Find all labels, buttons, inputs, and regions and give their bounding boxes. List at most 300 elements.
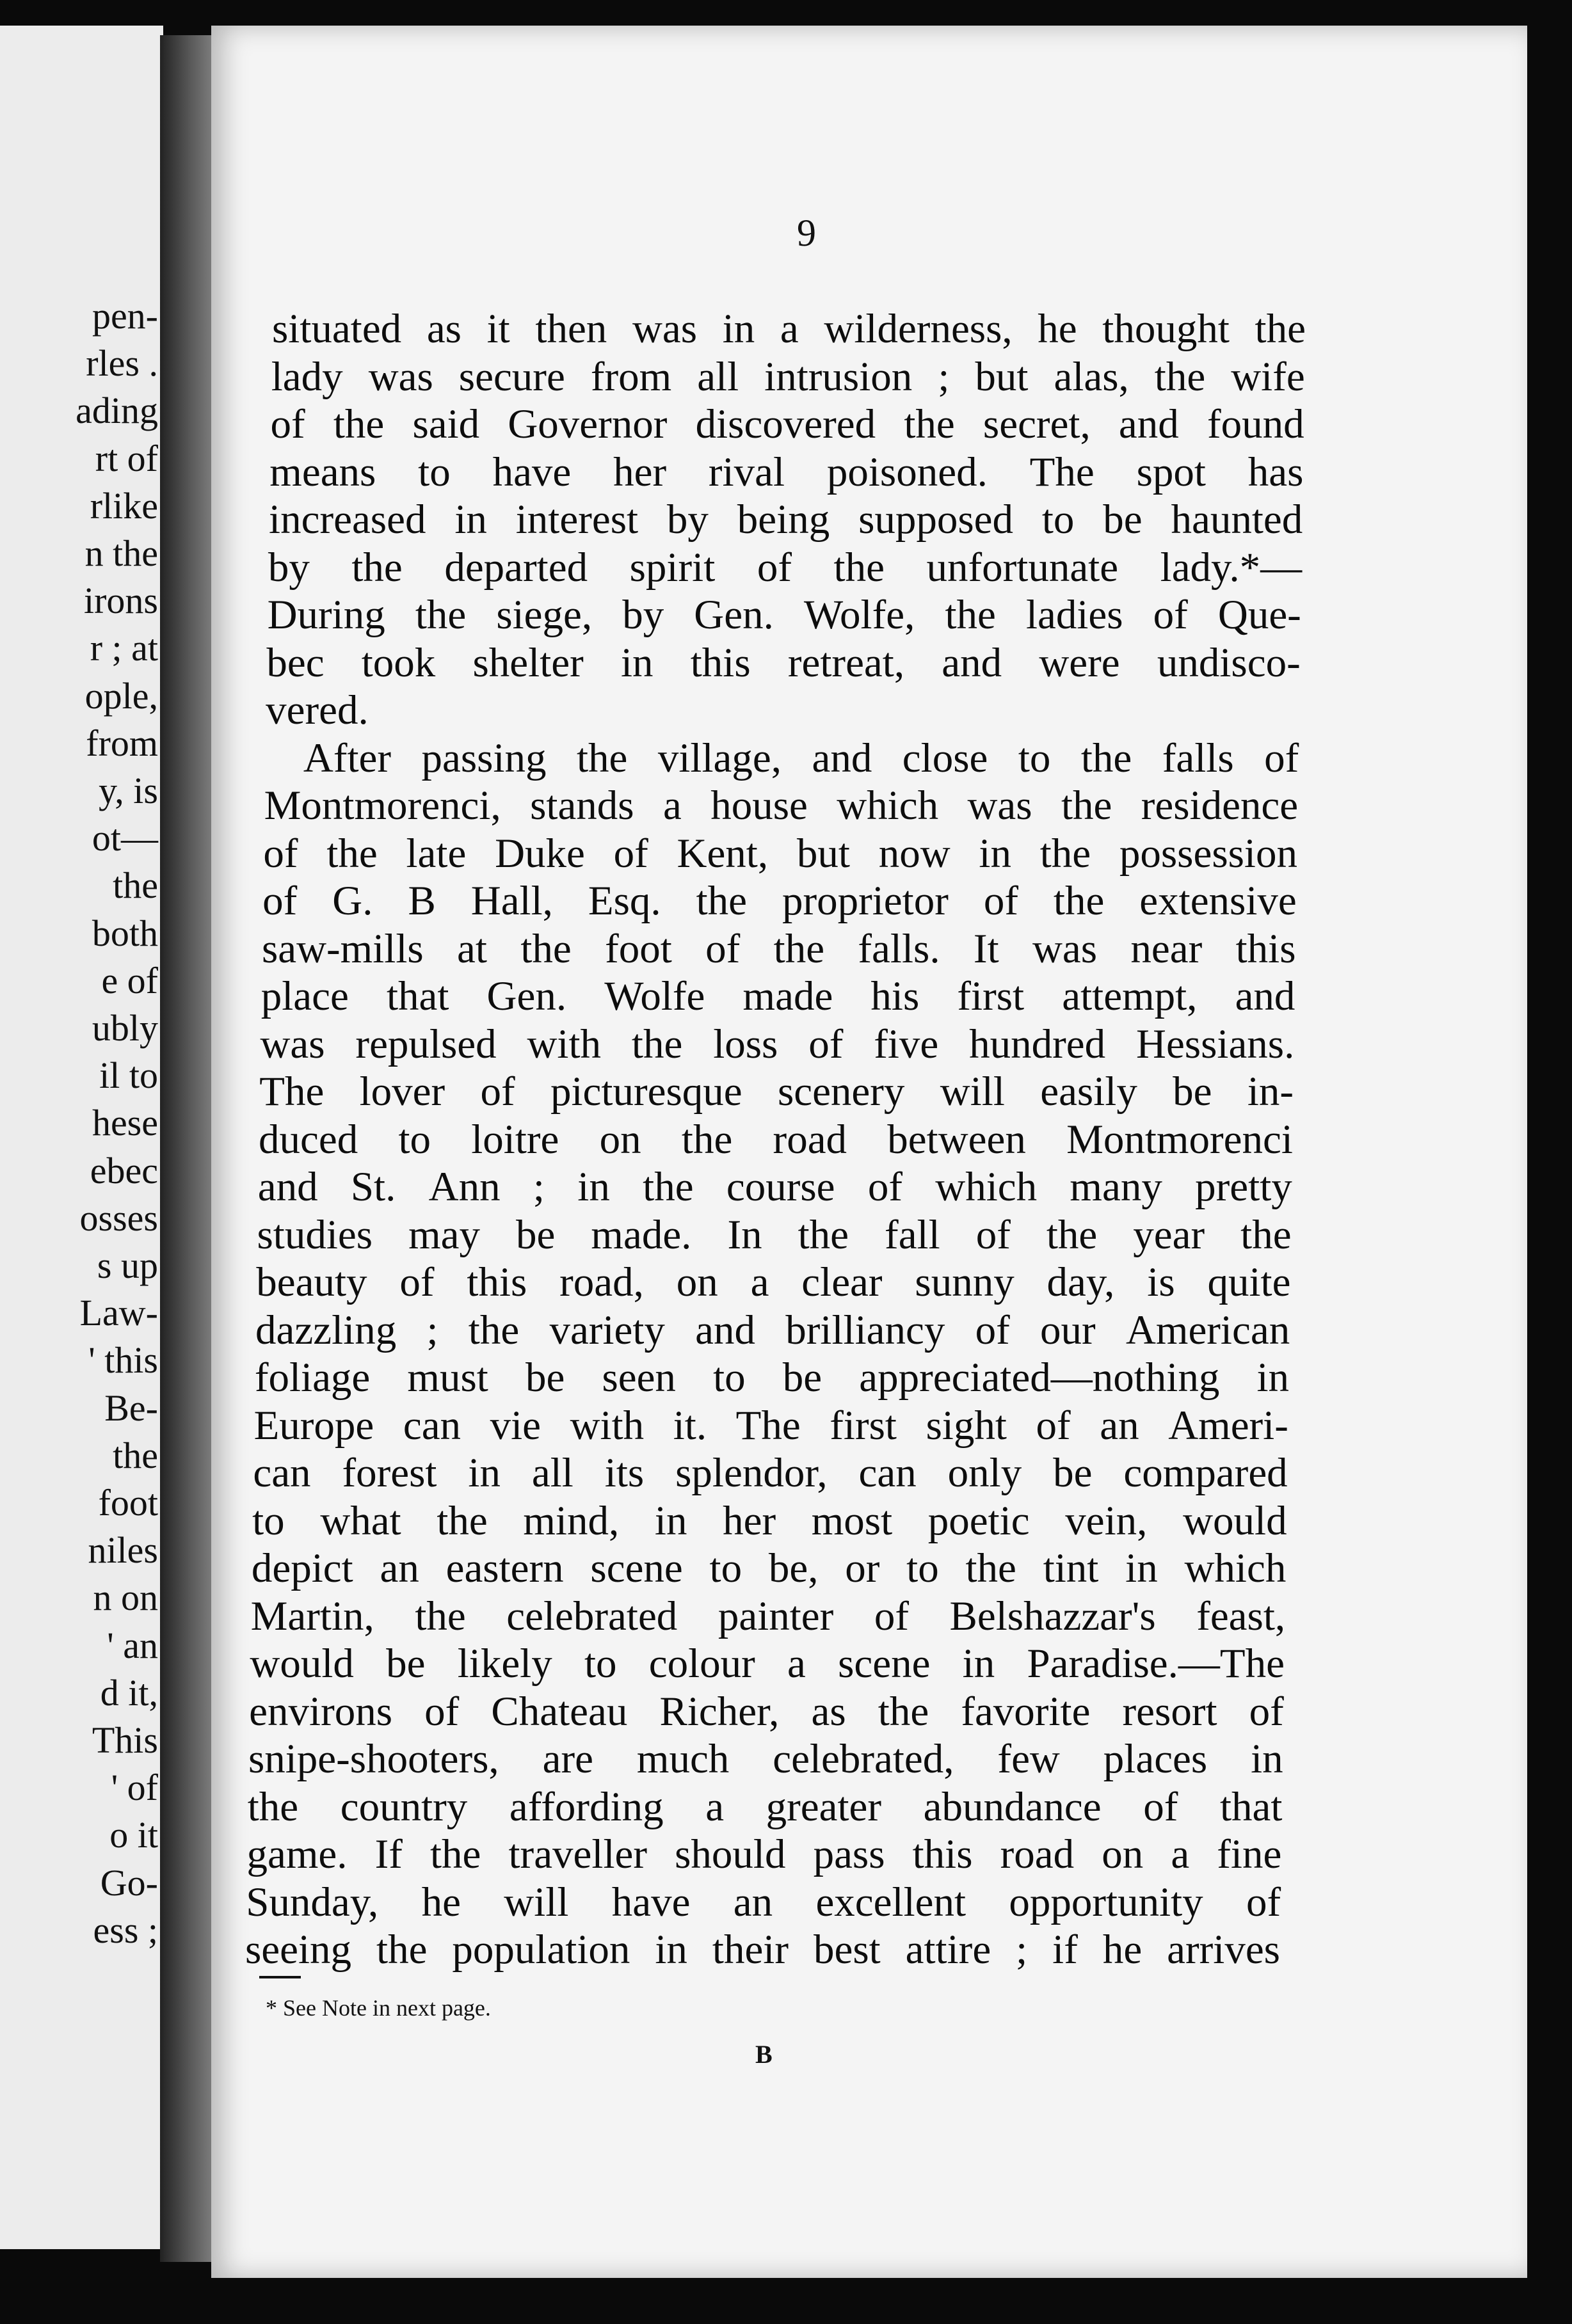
word: interest — [515, 497, 639, 543]
word: much — [636, 1736, 730, 1782]
word: abundance — [923, 1783, 1102, 1830]
text-line — [269, 499, 1303, 541]
word: to — [1041, 497, 1075, 543]
word: the — [773, 925, 825, 972]
word: the — [681, 1116, 733, 1163]
text-line — [259, 1116, 1293, 1163]
word: said — [412, 401, 480, 447]
word: will — [940, 1069, 1005, 1115]
word: secure — [458, 353, 565, 400]
text-line — [250, 1593, 1286, 1639]
word: near — [1130, 925, 1203, 972]
facing-page-fragment: ' an — [107, 1624, 158, 1666]
word: and — [1118, 401, 1179, 447]
word: the — [1061, 783, 1112, 829]
facing-page-fragment: Be- — [104, 1387, 158, 1429]
word: wilderness, — [824, 306, 1013, 352]
facing-page-fragment: the — [113, 864, 158, 907]
word: to — [418, 449, 451, 495]
word: and — [1235, 973, 1295, 1019]
word: Ameri- — [1168, 1402, 1288, 1449]
text-line — [261, 973, 1295, 1019]
word: B — [408, 878, 436, 924]
word: foliage — [254, 1355, 371, 1401]
page-number: 9 — [797, 212, 816, 254]
word: Sunday, — [246, 1879, 379, 1925]
word: Duke — [495, 830, 585, 877]
word: and — [812, 735, 872, 781]
word: in — [979, 830, 1011, 877]
word: its — [604, 1450, 645, 1496]
word: have — [492, 449, 572, 495]
facing-page-fragment: ' of — [111, 1767, 158, 1809]
word: loitre — [471, 1116, 559, 1163]
word: arrives — [1167, 1927, 1280, 1973]
word: the — [696, 878, 747, 924]
word: can — [858, 1450, 917, 1496]
signature-mark: B — [755, 2040, 773, 2069]
text-line — [255, 1357, 1289, 1399]
word: lady — [271, 353, 343, 400]
facing-page-fragment: foot — [98, 1482, 158, 1524]
word: of — [270, 401, 305, 447]
word: the — [415, 592, 467, 638]
word: course — [726, 1164, 835, 1210]
facing-page-fragment: niles — [88, 1529, 158, 1572]
word: intrusion — [764, 353, 913, 400]
word: only — [947, 1450, 1022, 1496]
word: excellent — [815, 1879, 966, 1925]
text-line — [269, 449, 1304, 495]
word: in — [654, 1497, 687, 1544]
word: the — [631, 1021, 683, 1067]
word: on — [1102, 1831, 1144, 1877]
text-line — [264, 785, 1299, 827]
word: first — [957, 973, 1025, 1019]
word: the — [643, 1164, 694, 1210]
facing-page-fragment: e of — [101, 959, 158, 1001]
word: five — [874, 1021, 939, 1067]
word: village, — [657, 735, 782, 781]
word: her — [613, 449, 667, 495]
word: and — [257, 1164, 318, 1210]
word: sunny — [915, 1259, 1015, 1305]
text-line — [266, 687, 369, 733]
word: passing — [421, 735, 547, 781]
word: variety — [549, 1307, 665, 1353]
facing-page-fragment: r ; at — [90, 627, 158, 669]
word: snipe-shooters, — [248, 1736, 499, 1782]
word: was — [1032, 925, 1098, 972]
word: Ann — [428, 1164, 501, 1210]
word: to — [252, 1497, 285, 1544]
word: to — [906, 1545, 939, 1591]
word: on — [599, 1116, 641, 1163]
word: are — [542, 1736, 593, 1782]
word: places — [1103, 1736, 1208, 1782]
word: were — [1039, 639, 1120, 686]
text-line — [266, 639, 1301, 686]
word: will — [504, 1879, 569, 1925]
word: the — [1154, 353, 1206, 400]
word: took — [361, 639, 436, 686]
word: it — [486, 306, 510, 352]
word: but — [796, 830, 850, 877]
facing-page-fragment: ot— — [92, 817, 158, 859]
text-line — [268, 544, 1303, 591]
word: dazzling — [255, 1307, 397, 1353]
word: now — [878, 830, 950, 877]
word: game. — [246, 1831, 348, 1877]
text-line — [268, 594, 1301, 636]
word: Wolfe — [604, 973, 705, 1019]
word: road — [1000, 1831, 1075, 1877]
text-line — [270, 401, 1304, 447]
word: be — [1053, 1450, 1093, 1496]
word: of — [975, 1307, 1010, 1353]
word: stands — [530, 783, 634, 829]
word: alas, — [1054, 353, 1129, 400]
word: which — [1184, 1545, 1287, 1591]
word: place — [261, 973, 349, 1019]
word: a — [787, 1641, 806, 1687]
word: siege, — [496, 592, 593, 638]
word: the — [468, 1307, 520, 1353]
word: bec — [266, 639, 325, 686]
word: fine — [1217, 1831, 1282, 1877]
word: vie — [490, 1402, 541, 1449]
word: lady.*— — [1160, 544, 1303, 591]
word: few — [997, 1736, 1060, 1782]
word: the — [833, 544, 885, 591]
word: American — [1125, 1307, 1290, 1353]
word: of — [757, 544, 792, 591]
word: repulsed — [355, 1021, 497, 1067]
word: the — [437, 1497, 488, 1544]
word: an — [1100, 1402, 1139, 1449]
text-line — [246, 1879, 1281, 1925]
word: of — [867, 1164, 902, 1210]
facing-page-fragment: o it — [109, 1814, 158, 1856]
word: to — [713, 1355, 746, 1401]
word: spirit — [629, 544, 716, 591]
word: if — [1052, 1927, 1078, 1973]
text-line — [259, 1071, 1294, 1113]
word: ; — [1016, 1927, 1028, 1973]
text-line — [271, 353, 1305, 400]
facing-page-fragment: irons — [84, 580, 158, 622]
word: country — [340, 1783, 468, 1830]
word: In — [727, 1211, 762, 1258]
word: in — [620, 639, 654, 686]
word: quite — [1207, 1259, 1291, 1305]
word: falls — [1162, 735, 1234, 781]
text-line — [252, 1497, 1287, 1544]
word: St. — [350, 1164, 396, 1210]
word: an — [733, 1879, 773, 1925]
word: colour — [648, 1641, 755, 1687]
word: in — [1256, 1355, 1290, 1401]
word: Richer, — [659, 1688, 780, 1735]
word: this — [1235, 925, 1296, 972]
word: unfortunate — [926, 544, 1119, 591]
word: he — [1102, 1927, 1143, 1973]
text-line — [262, 880, 1297, 922]
word: which — [837, 783, 939, 829]
footnote: * See Note in next page. — [266, 1995, 491, 2021]
word: he — [1038, 306, 1077, 352]
word: thought — [1102, 306, 1230, 352]
word: pretty — [1195, 1164, 1292, 1210]
word: this — [912, 1831, 973, 1877]
word: all — [531, 1450, 573, 1496]
word: retreat, — [787, 639, 905, 686]
word: Montmorenci — [1066, 1116, 1293, 1163]
word: Kent, — [677, 830, 769, 877]
word: road — [773, 1116, 847, 1163]
word: by — [666, 497, 709, 543]
word: was — [368, 353, 433, 400]
word: then — [535, 306, 607, 352]
word: population — [452, 1927, 630, 1973]
word: between — [887, 1116, 1026, 1163]
word: Hessians. — [1136, 1021, 1295, 1067]
word: the — [351, 544, 403, 591]
word: depict — [251, 1545, 353, 1591]
word: with — [570, 1402, 645, 1449]
facing-page-fragment: s up — [97, 1245, 158, 1286]
word: the — [429, 1831, 481, 1877]
facing-page-fragment: il to — [99, 1055, 158, 1097]
text-line — [303, 735, 1299, 781]
word: Hall, — [470, 878, 553, 924]
word: forest — [342, 1450, 437, 1496]
word: of — [424, 1688, 460, 1735]
word: Chateau — [491, 1688, 628, 1735]
facing-page-fragment: hese — [92, 1102, 158, 1144]
word: ; — [938, 353, 950, 400]
word: the — [415, 1593, 466, 1639]
facing-page-fragment: from — [86, 722, 158, 764]
word: poetic — [927, 1497, 1030, 1544]
facing-page-fragment: ading — [76, 390, 158, 432]
text-line — [247, 1783, 1283, 1830]
word: the — [878, 1688, 929, 1735]
word: the — [1255, 306, 1306, 352]
word: be — [386, 1641, 426, 1687]
word: best — [813, 1927, 881, 1973]
word: should — [675, 1831, 786, 1877]
word: of — [1153, 592, 1188, 638]
word: painter — [718, 1593, 834, 1639]
word: of — [1249, 1688, 1284, 1735]
word: The — [1029, 449, 1095, 495]
word: spot — [1136, 449, 1206, 495]
word: pass — [813, 1831, 885, 1877]
word: the — [1080, 735, 1132, 781]
text-line — [250, 1643, 1285, 1685]
word: this — [467, 1259, 527, 1305]
word: Europe — [253, 1402, 374, 1449]
word: her — [723, 1497, 776, 1544]
word: increased — [269, 497, 426, 543]
word: his — [870, 973, 920, 1019]
word: duced — [259, 1116, 358, 1163]
text-line — [256, 1259, 1291, 1305]
word: ; — [426, 1307, 438, 1353]
word: be — [1173, 1069, 1212, 1115]
word: Gen. — [486, 973, 567, 1019]
facing-page-fragment: rlike — [90, 484, 158, 527]
word: the — [333, 401, 385, 447]
word: celebrated — [506, 1593, 678, 1639]
word: wife — [1231, 353, 1305, 400]
word: of — [808, 1021, 844, 1067]
word: celebrated, — [773, 1736, 954, 1782]
facing-page-fragment: ' this — [88, 1339, 158, 1381]
word: be, — [768, 1545, 819, 1591]
text-line — [258, 1166, 1292, 1208]
word: from — [590, 353, 672, 400]
word: the — [520, 925, 572, 972]
word: of — [705, 925, 741, 972]
word: situated — [272, 306, 402, 352]
word: the — [904, 401, 955, 447]
facing-page-fragment: Law- — [79, 1292, 158, 1334]
word: of — [263, 830, 298, 877]
text-line — [255, 1307, 1290, 1353]
word: must — [407, 1355, 488, 1401]
facing-page-fragment: ebec — [90, 1149, 158, 1191]
word: attire — [905, 1927, 991, 1973]
word: many — [1070, 1164, 1162, 1210]
word: studies — [257, 1211, 373, 1258]
facing-page-fragment: ess ; — [93, 1909, 158, 1951]
word: in- — [1247, 1069, 1294, 1115]
word: their — [712, 1927, 789, 1973]
word: falls. — [858, 925, 940, 972]
word: be — [1103, 497, 1143, 543]
text-line-content: vered. — [266, 687, 369, 733]
word: of — [399, 1259, 435, 1305]
word: our — [1040, 1307, 1096, 1353]
word: saw-mills — [261, 925, 424, 972]
word: an — [380, 1545, 419, 1591]
word: Governor — [508, 401, 668, 447]
word: in — [962, 1641, 995, 1687]
word: hundred — [969, 1021, 1106, 1067]
word: compared — [1123, 1450, 1288, 1496]
word: If — [374, 1831, 403, 1877]
text-line — [248, 1736, 1283, 1782]
word: most — [811, 1497, 893, 1544]
word: Gen. — [694, 592, 774, 638]
word: seeing — [245, 1927, 352, 1973]
word: mind, — [523, 1497, 620, 1544]
word: discovered — [695, 401, 876, 447]
word: was — [260, 1021, 325, 1067]
word: in — [468, 1450, 501, 1496]
word: extensive — [1139, 878, 1297, 924]
word: which — [935, 1164, 1038, 1210]
word: the — [247, 1783, 299, 1830]
word: year — [1133, 1211, 1205, 1258]
word: Belshazzar's — [949, 1593, 1156, 1639]
word: on — [676, 1259, 718, 1305]
word: resort — [1122, 1688, 1217, 1735]
word: of — [613, 830, 648, 877]
word: seen — [602, 1355, 676, 1401]
facing-page-fragment: ople, — [84, 674, 158, 717]
word: a — [780, 306, 799, 352]
word: the — [1053, 878, 1105, 924]
word: made. — [591, 1211, 692, 1258]
word: traveller — [508, 1831, 648, 1877]
word: the — [326, 830, 378, 877]
word: likely — [457, 1641, 552, 1687]
word: environs — [249, 1688, 393, 1735]
word: foot — [605, 925, 672, 972]
word: haunted — [1171, 497, 1303, 543]
text-line — [272, 308, 1306, 350]
word: splendor, — [675, 1450, 828, 1496]
word: departed — [444, 544, 588, 591]
word: lover — [359, 1069, 445, 1115]
word: proprietor — [782, 878, 949, 924]
text-line — [260, 1021, 1295, 1067]
text-line — [249, 1688, 1284, 1735]
word: During — [267, 592, 385, 638]
word: appreciated—nothing — [859, 1355, 1220, 1401]
word: road, — [559, 1259, 644, 1305]
word: of — [1264, 735, 1299, 781]
word: close — [902, 735, 988, 781]
facing-page-fragment: osses — [79, 1197, 158, 1239]
word: greater — [766, 1783, 882, 1830]
word: Paradise.—The — [1027, 1641, 1285, 1687]
word: The — [735, 1402, 801, 1449]
word: in — [1125, 1545, 1158, 1591]
facing-page-fragment: the — [113, 1434, 158, 1476]
word: After — [303, 735, 392, 781]
facing-page-fragment: both — [92, 912, 158, 954]
word: in — [1251, 1736, 1283, 1782]
word: favorite — [961, 1688, 1091, 1735]
word: Wolfe, — [803, 592, 915, 638]
word: affording — [509, 1783, 664, 1830]
word: Martin, — [250, 1593, 374, 1639]
facing-page-fragment: d it, — [100, 1671, 158, 1714]
word: brilliancy — [785, 1307, 945, 1353]
word: with — [527, 1021, 602, 1067]
word: the — [1046, 1211, 1098, 1258]
word: scene — [590, 1545, 683, 1591]
word: clear — [801, 1259, 883, 1305]
word: as — [811, 1688, 846, 1735]
word: undisco- — [1157, 639, 1301, 686]
word: was — [632, 306, 698, 352]
text-line — [246, 1831, 1282, 1877]
text-line — [253, 1402, 1288, 1449]
word: picturesque — [550, 1069, 742, 1115]
word: in — [722, 306, 755, 352]
word: late — [406, 830, 467, 877]
facing-page-fragment: ubly — [92, 1007, 158, 1049]
facing-page-fragment: y, is — [99, 770, 158, 811]
word: is — [1147, 1259, 1175, 1305]
word: Esq. — [588, 878, 661, 924]
word: as — [426, 306, 461, 352]
